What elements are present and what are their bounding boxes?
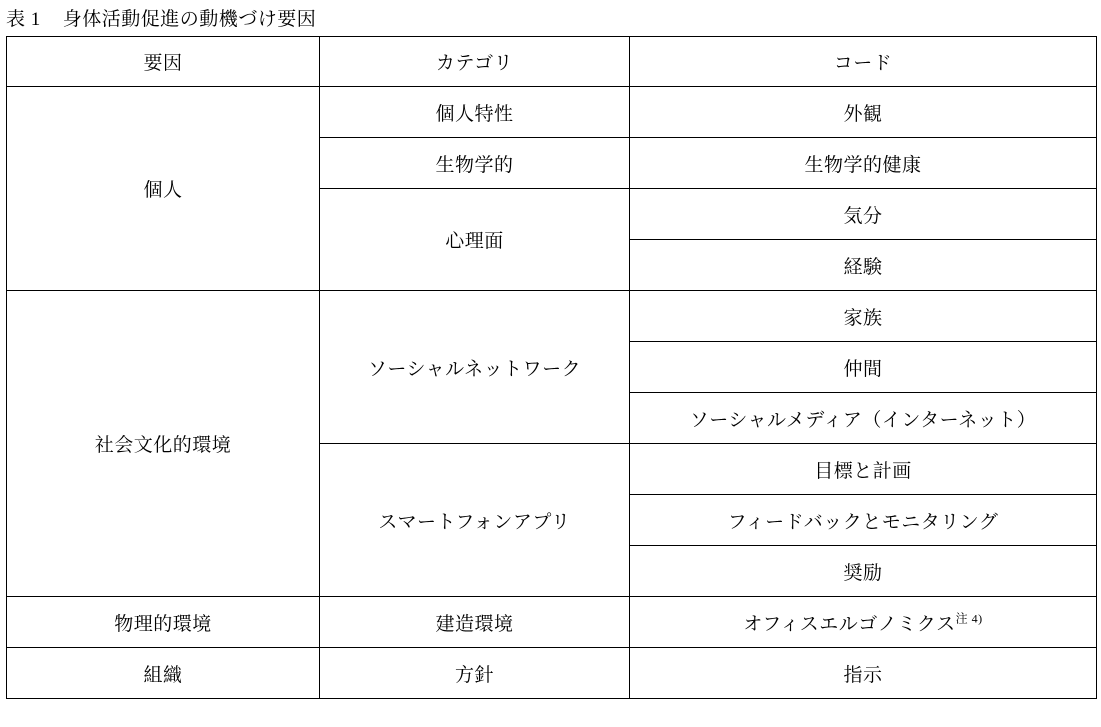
cell-code: 目標と計画 (630, 444, 1097, 495)
table-caption-label: 表 1 (6, 9, 41, 30)
cell-category: 生物学的 (320, 138, 630, 189)
cell-code (630, 597, 1097, 648)
table-row (7, 648, 1097, 699)
table-caption (6, 4, 316, 31)
cell-factor: 組織 (7, 648, 320, 699)
cell-category: ソーシャルネットワーク (320, 291, 630, 444)
cell-code: 奨励 (630, 546, 1097, 597)
cell-category: 建造環境 (320, 597, 630, 648)
column-header-category: カテゴリ (320, 37, 630, 87)
motivation-factors-table (6, 36, 1097, 699)
cell-code: 外観 (630, 87, 1097, 138)
table-row (7, 597, 1097, 648)
cell-factor: 社会文化的環境 (7, 291, 320, 597)
cell-code: 生物学的健康 (630, 138, 1097, 189)
cell-category: 心理面 (320, 189, 630, 291)
table-header-row (7, 37, 1097, 87)
cell-code: 家族 (630, 291, 1097, 342)
cell-code: ソーシャルメディア（インターネット） (630, 393, 1097, 444)
cell-code: 仲間 (630, 342, 1097, 393)
cell-code: 気分 (630, 189, 1097, 240)
table-caption-title: 身体活動促進の動機づけ要因 (62, 9, 317, 30)
cell-code-text: オフィスエルゴノミクス (743, 613, 956, 635)
cell-category: 個人特性 (320, 87, 630, 138)
column-header-code: コード (630, 37, 1097, 87)
cell-code: 経験 (630, 240, 1097, 291)
table-row (7, 291, 1097, 342)
column-header-factor: 要因 (7, 37, 320, 87)
cell-category: スマートフォンアプリ (320, 444, 630, 597)
table-row (7, 87, 1097, 138)
cell-factor: 物理的環境 (7, 597, 320, 648)
cell-code: 指示 (630, 648, 1097, 699)
table-body (7, 37, 1097, 699)
cell-code: フィードバックとモニタリング (630, 495, 1097, 546)
cell-factor: 個人 (7, 87, 320, 291)
cell-category: 方針 (320, 648, 630, 699)
footnote-marker: 注 4) (955, 611, 983, 626)
